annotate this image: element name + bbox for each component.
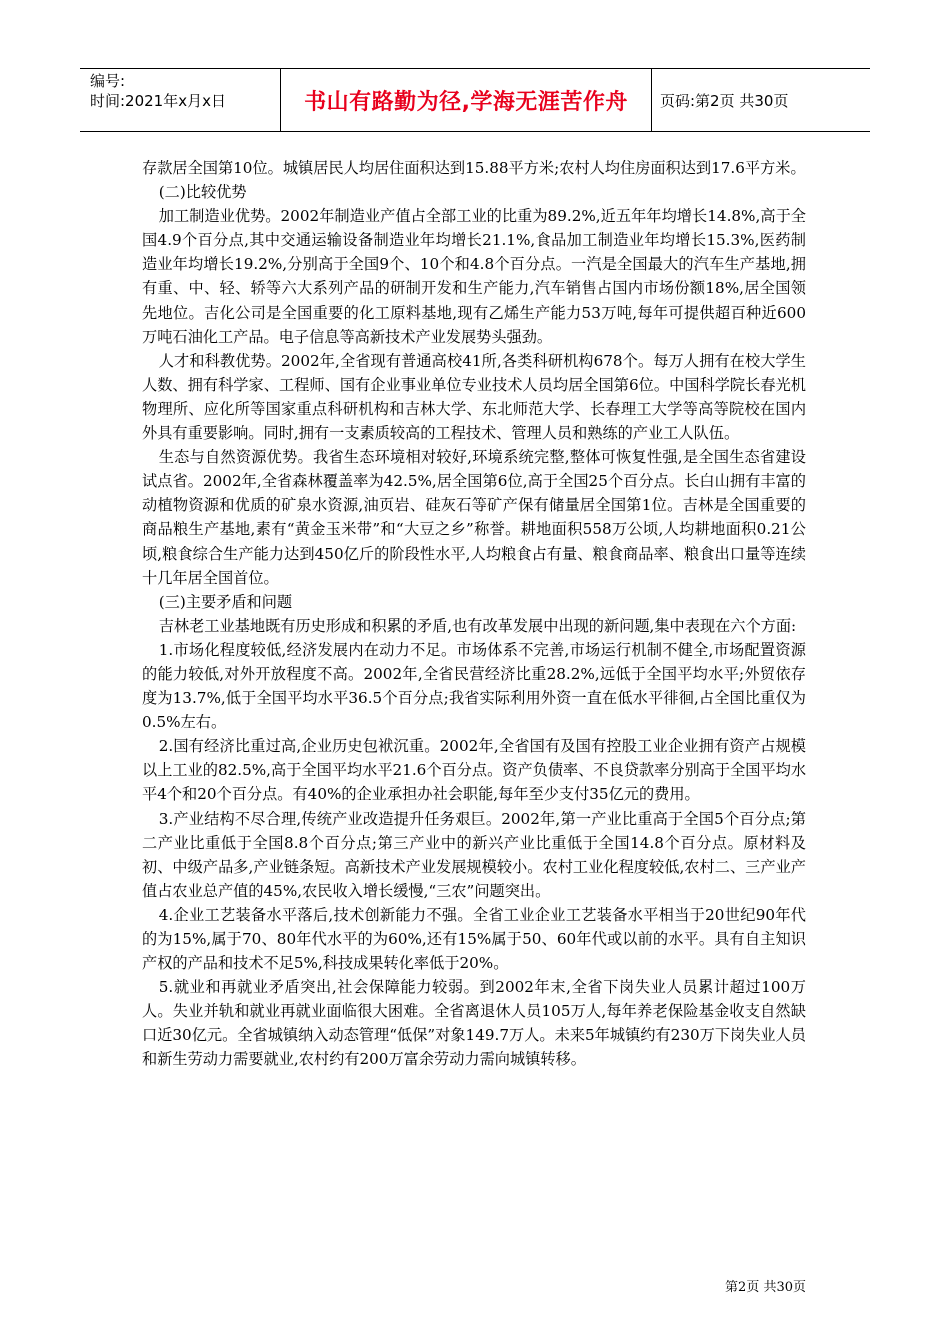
list-item: 2.国有经济比重过高,企业历史包袱沉重。2002年,全省国有及国有控股工业企业拥有资产占规模以上工业的82.5%,高于全国平均水平21.6个百分点。资产负债率、不良贷款率分别高于全国平均水平4个和20个百分点。有40%的企业承担办社会职能,每年至少支付35亿元的费用。 bbox=[142, 737, 807, 804]
document-date-label: 时间:2021年x月x日 bbox=[90, 92, 226, 110]
page-header bbox=[80, 68, 870, 132]
paragraph: 人才和科教优势。2002年,全省现有普通高校41所,各类科研机构678个。每万人拥有在校大学生人数、拥有科学家、工程师、国有企业事业单位专业技术人员均居全国第6位。中国科学院长春光机物理所、应化所等国家重点科研机构和吉林大学、东北师范大学、长春理工大学等高等院校在国内外具有重要影响。同时,拥有一支素质较高的工程技术、管理人员和熟练的产业工人队伍。 bbox=[142, 351, 806, 443]
header-meta bbox=[80, 69, 280, 131]
list-item: 4.企业工艺装备水平落后,技术创新能力不强。全省工业企业工艺装备水平相当于20世纪90年代的为15%,属于70、80年代水平的为60%,还有15%属于50、60年代或以前的水平。具有自主知识产权的产品和技术不足5%,科技成果转化率低于20%。 bbox=[142, 905, 806, 973]
header-motto: 书山有路勤为径,学海无涯苦作舟 bbox=[280, 69, 652, 131]
list-item: 5.就业和再就业矛盾突出,社会保障能力较弱。到2002年末,全省下岗失业人员累计超过100万人。失业并轨和就业再就业面临很大困难。全省离退休人员105万人,每年养老保险基金收支自然缺口近30亿元。全省城镇纳入动态管理“低保”对象149.7万人。未来5年城镇约有230万下岗失业人员和新生劳动力需要就业,农村约有200万富余劳动力需向城镇转移。 bbox=[142, 978, 806, 1069]
paragraph: 存款居全国第10位。城镇居民人均居住面积达到15.88平方米;农村人均住房面积达到17.6平方米。 bbox=[142, 159, 806, 177]
list-item: 3.产业结构不尽合理,传统产业改造提升任务艰巨。2002年,第一产业比重高于全国5个百分点;第二产业比重低于全国8.8个百分点;第三产业中的新兴产业比重低于全国14.8个百分点。原材料及初、中级产品多,产业链条短。高新技术产业发展规模较小。农村工业化程度较低,农村二、三产业产值占农业总产值的45%,农民收入增长缓慢,“三农”问题突出。 bbox=[142, 809, 806, 900]
document-body bbox=[142, 156, 806, 1072]
paragraph: 加工制造业优势。2002年制造业产值占全部工业的比重为89.2%,近五年年均增长14.8%,高于全国4.9个百分点,其中交通运输设备制造业年均增长21.1%,食品加工制造业年均增长15.3%,医药制造业年均增长19.2%,分别高于全国9个、10个和4.8个百分点。一汽是全国最大的汽车生产基地,拥有重、中、轻、轿等六大系列产品的研制开发和生产能力,汽车销售占国内市场份额18%,居全国领先地位。吉化公司是全国重要的化工原料基地,现有乙烯生产能力53万吨,每年可提供超百种近600万吨石油化工产品。电子信息等高新技术产业发展势头强劲。 bbox=[142, 207, 806, 346]
header-page-number: 页码:第2页 共30页 bbox=[660, 91, 789, 110]
section-heading: (三)主要矛盾和问题 bbox=[158, 592, 293, 611]
document-number-label: 编号: bbox=[90, 72, 126, 90]
list-item: 1.市场化程度较低,经济发展内在动力不足。市场体系不完善,市场运行机制不健全,市场配置资源的能力较低,对外开放程度不高。2002年,全省民营经济比重28.2%,远低于全国平均水平;外贸依存度为13.7%,低于全国平均水平36.5个百分点;我省实际利用外资一直在低水平徘徊,占全国比重仅为0.5%左右。 bbox=[142, 640, 806, 732]
paragraph: 吉林老工业基地既有历史形成和积累的矛盾,也有改革发展中出现的新问题,集中表现在六个方面: bbox=[158, 616, 797, 635]
page-footer: 第2页 共30页 bbox=[725, 1280, 806, 1295]
section-heading: (二)比较优势 bbox=[158, 183, 247, 202]
paragraph: 生态与自然资源优势。我省生态环境相对较好,环境系统完整,整体可恢复性强,是全国生态省建设试点省。2002年,全省森林覆盖率为42.5%,居全国第6位,高于全国25个百分点。长白山拥有丰富的动植物资源和优质的矿泉水资源,油页岩、硅灰石等矿产保有储量居全国第1位。吉林是全国重要的商品粮生产基地,素有“黄金玉米带”和“大豆之乡”称誉。耕地面积558万公顷,人均耕地面积0.21公顷,粮食综合生产能力达到450亿斤的阶段性水平,人均粮食占有量、粮食商品率、粮食出口量等连续十几年居全国首位。 bbox=[142, 448, 806, 587]
